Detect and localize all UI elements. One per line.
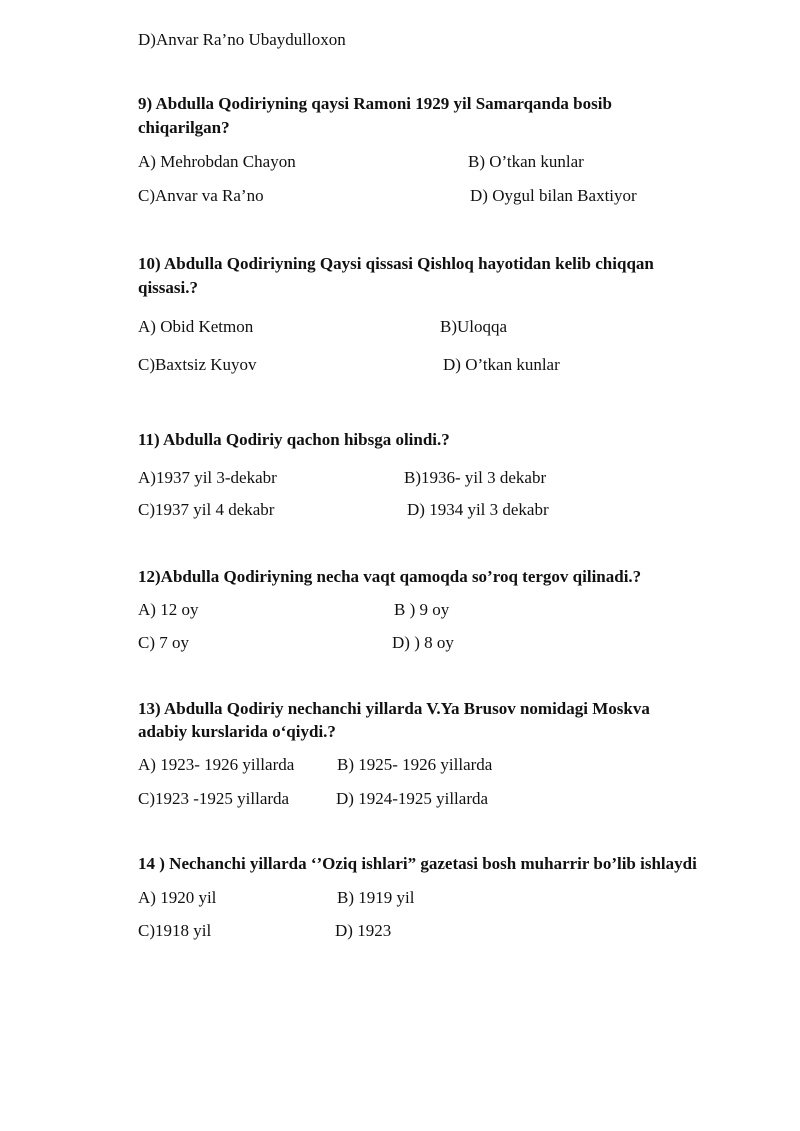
question-12-option-d[interactable]: D) ) 8 oy: [392, 633, 454, 652]
question-14-option-c[interactable]: C)1918 yil: [138, 921, 212, 940]
question-9-option-d[interactable]: D) Oygul bilan Baxtiyor: [470, 186, 637, 205]
question-9-option-b[interactable]: B) O’tkan kunlar: [468, 152, 584, 171]
question-10-option-d[interactable]: D) O’tkan kunlar: [443, 355, 560, 374]
question-11-option-b[interactable]: B)1936- yil 3 dekabr: [404, 468, 547, 487]
question-11-option-a[interactable]: A)1937 yil 3-dekabr: [138, 468, 277, 487]
prev-option-d: D)Anvar Ra’no Ubaydulloxon: [138, 30, 346, 49]
question-12-text: 12)Abdulla Qodiriyning necha vaqt qamoqda so’roq tergov qilinadi.?: [138, 567, 642, 586]
question-14-option-a[interactable]: A) 1920 yil: [138, 888, 217, 907]
question-10-option-c[interactable]: C)Baxtsiz Kuyov: [138, 355, 257, 374]
question-14-option-d[interactable]: D) 1923: [335, 921, 392, 940]
question-13-text-line-1: 13) Abdulla Qodiriy nechanchi yillarda V.Ya Brusov nomidagi Moskva: [138, 699, 650, 718]
question-9-text-line-2: chiqarilgan?: [138, 118, 230, 137]
question-9-option-c[interactable]: C)Anvar va Ra’no: [138, 186, 264, 205]
question-12-option-b[interactable]: B ) 9 oy: [394, 600, 450, 619]
question-13-option-b[interactable]: B) 1925- 1926 yillarda: [337, 755, 493, 774]
question-10-option-b[interactable]: B)Uloqqa: [440, 317, 508, 336]
question-13-text-line-2: adabiy kurslarida o‘qiydi.?: [138, 722, 336, 741]
question-12-option-c[interactable]: C) 7 oy: [138, 633, 189, 652]
question-9-text-line-1: 9) Abdulla Qodiriyning qaysi Ramoni 1929 yil Samarqanda bosib: [138, 94, 612, 113]
question-14-option-b[interactable]: B) 1919 yil: [337, 888, 415, 907]
question-14-text: 14 ) Nechanchi yillarda ‘’Oziq ishlari” gazetasi bosh muharrir bo’lib ishlaydi: [138, 854, 697, 873]
question-13-option-d[interactable]: D) 1924-1925 yillarda: [336, 789, 489, 808]
question-11-option-c[interactable]: C)1937 yil 4 dekabr: [138, 500, 275, 519]
question-9-option-a[interactable]: A) Mehrobdan Chayon: [138, 152, 296, 171]
question-13-option-a[interactable]: A) 1923- 1926 yillarda: [138, 755, 295, 774]
question-11-text: 11) Abdulla Qodiriy qachon hibsga olindi.?: [138, 430, 450, 449]
question-13-option-c[interactable]: C)1923 -1925 yillarda: [138, 789, 290, 808]
question-11-option-d[interactable]: D) 1934 yil 3 dekabr: [407, 500, 549, 519]
question-10-option-a[interactable]: A) Obid Ketmon: [138, 317, 254, 336]
question-12-option-a[interactable]: A) 12 oy: [138, 600, 199, 619]
question-10-text-line-2: qissasi.?: [138, 278, 198, 297]
question-10-text-line-1: 10) Abdulla Qodiriyning Qaysi qissasi Qishloq hayotidan kelib chiqqan: [138, 254, 654, 273]
